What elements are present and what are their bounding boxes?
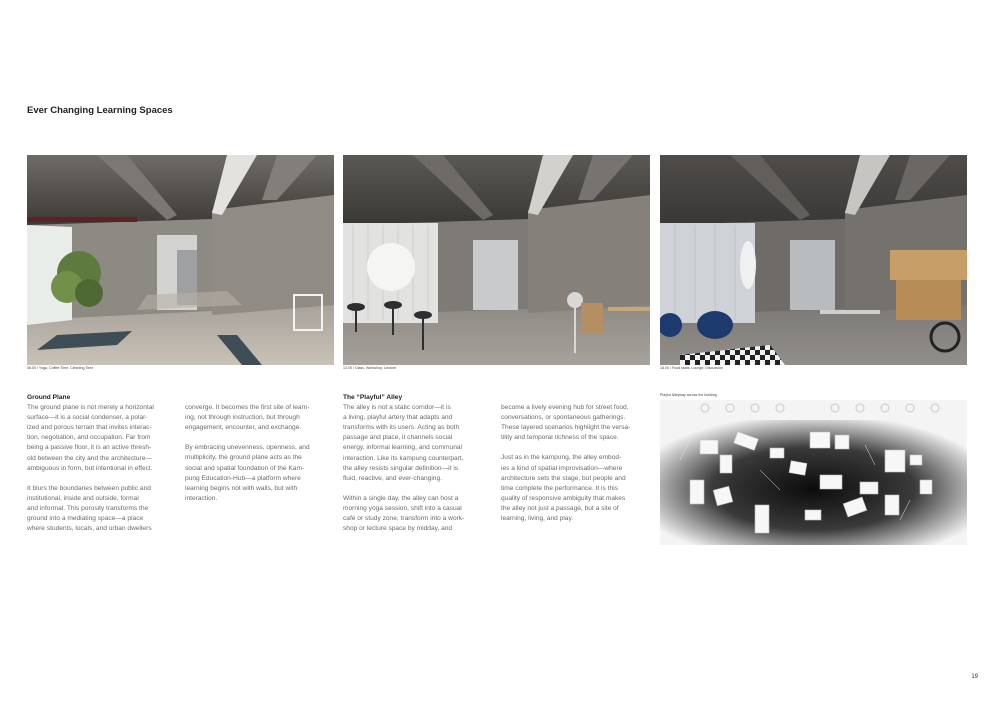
- render-midday-image: [343, 155, 650, 365]
- render-evening-caption: 18.00 / Food stalls, Lounge, Discussion: [660, 366, 723, 370]
- render-morning-image: [27, 155, 334, 365]
- ground-plane-paragraph: The ground plane is not merely a horizontal surface—it is a social condenser, a polar- ized and porous terrain that invites interac- tion, negotiation, and occupation. Far from being a passive floor, it is an active thresh- old between the city and the architecture— ambiguous in form, but intentional in effect.: [27, 404, 154, 472]
- ground-plane-col2: [185, 403, 335, 514]
- ground-plane-paragraph: By embracing unevenness, openness, and multiplicity, the ground plane acts as the social and spatial foundation of the Kam- pung Education-Hub—a platform where learning begins not with walls, but with interaction.: [185, 444, 310, 502]
- ground-plane-col1: [27, 393, 177, 544]
- plan-caption: Playful Alleyway across the building: [660, 393, 717, 397]
- ground-plane-paragraph: It blurs the boundaries between public and institutional, inside and outside, formal and informal. This porosity transforms the ground into a mediating space—a place where students, locals, and urban dwellers: [27, 484, 152, 533]
- render-morning: [27, 155, 334, 365]
- page-title: Ever Changing Learning Spaces: [27, 105, 173, 116]
- ground-plane-paragraph: converge. It becomes the first site of learn- ing, not through instruction, but through engagement, encounter, and exchange.: [185, 404, 310, 432]
- alley-plan-drawing: [660, 400, 967, 545]
- playful-alley-heading: The “Playful” Alley: [343, 394, 403, 401]
- render-morning-caption: 08.00 / Yoga, Coffee Time, Cleaning Time: [27, 366, 94, 370]
- render-midday: [343, 155, 650, 365]
- render-midday-caption: 13.00 / Class, Workshop, Lecture: [343, 366, 397, 370]
- alley-plan: [660, 400, 967, 545]
- playful-alley-paragraph: Within a single day, the alley can host a morning yoga session, shift into a casual café or study zone, transform into a work- shop or lecture space by midday, and: [343, 494, 465, 533]
- playful-alley-col2: [501, 403, 651, 534]
- page-number: 19: [971, 674, 978, 680]
- playful-alley-paragraph: Just as in the kampung, the alley embod- ies a kind of spatial improvisation—where architecture sets the stage, but people and time complete the performance. It is this quality of responsive ambiguity that makes the alley not just a passage, but a site of learning, living, and play.: [501, 454, 626, 523]
- playful-alley-paragraph: The alley is not a static corridor—it is a living, playful artery that adapts and transforms with its users. Acting as both passage and place, it channels social energy, informal learning, and communal interaction. Like its kampung counterpart, the alley resists singular definition—it is fluid, reactive, and ever-changing.: [343, 404, 464, 482]
- render-evening: [660, 155, 967, 365]
- playful-alley-col1: [343, 393, 493, 544]
- render-evening-image: [660, 155, 967, 365]
- ground-plane-heading: Ground Plane: [27, 394, 71, 401]
- playful-alley-paragraph: become a lively evening hub for street food, conversations, or spontaneous gatherings. These layered scenarios highlight the versa- tility and temporal richness of the space.: [501, 404, 631, 442]
